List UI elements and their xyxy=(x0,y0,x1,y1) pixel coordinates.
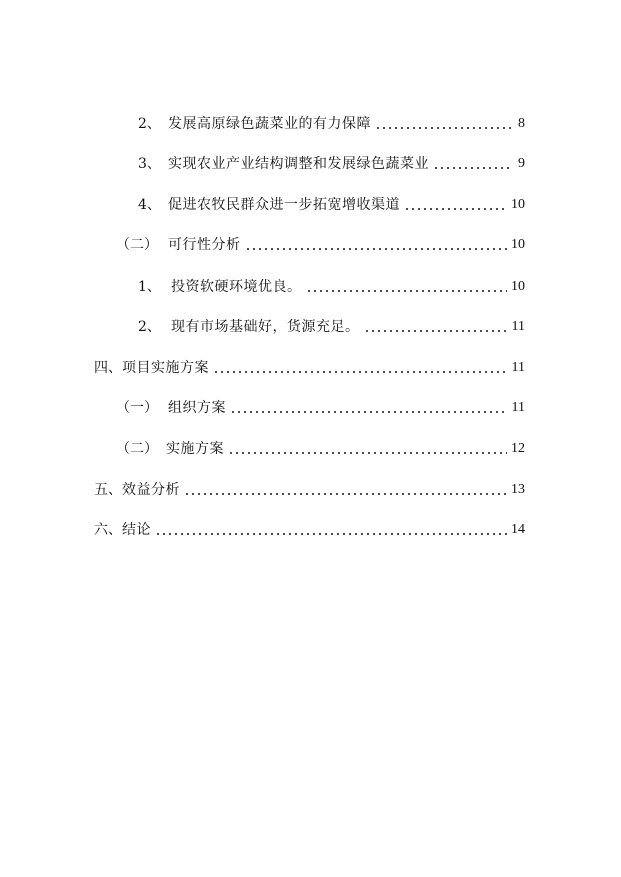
toc-entry-page-number: 13 xyxy=(511,482,525,497)
toc-entry-number: （二） xyxy=(116,237,158,253)
toc-entry[interactable] xyxy=(116,398,525,418)
toc-entry-title: 实现农业产业结构调整和发展绿色蔬菜业 xyxy=(168,156,429,172)
toc-entry-title: 项目实施方案 xyxy=(122,360,209,376)
toc-entry[interactable] xyxy=(138,195,525,215)
toc-entry[interactable] xyxy=(138,114,525,134)
toc-dot-leader xyxy=(375,127,511,129)
toc-entry[interactable] xyxy=(116,235,525,255)
toc-entry-number: 五、 xyxy=(94,482,122,498)
toc-entry-page-number: 12 xyxy=(511,441,525,456)
toc-dot-leader xyxy=(155,533,507,535)
toc-entry-page-number: 11 xyxy=(511,360,525,375)
toc-entry-number: 3、 xyxy=(138,156,161,172)
toc-entry-number: （一） xyxy=(116,400,158,416)
toc-entry-page-number: 8 xyxy=(518,116,525,131)
toc-entry[interactable] xyxy=(138,154,525,174)
toc-entry-title: 效益分析 xyxy=(122,482,180,498)
toc-entry-title: 发展高原绿色蔬菜业的有力保障 xyxy=(168,116,371,132)
toc-entry[interactable] xyxy=(94,480,525,500)
toc-entry-page-number: 10 xyxy=(511,197,525,212)
toc-entry-page-number: 10 xyxy=(511,279,525,294)
toc-entry-title: 组织方案 xyxy=(168,400,226,416)
toc-entry-page-number: 14 xyxy=(511,522,525,537)
toc-entry-number: 2、 xyxy=(138,116,161,132)
toc-dot-leader xyxy=(433,167,511,169)
toc-entry-title: 结论 xyxy=(122,522,151,538)
toc-entry-page-number: 11 xyxy=(511,319,525,334)
toc-entry-title: 可行性分析 xyxy=(168,237,241,253)
toc-dot-leader xyxy=(213,371,508,373)
toc-entry[interactable] xyxy=(138,317,525,337)
toc-entry-number: 六、 xyxy=(94,522,122,538)
toc-dot-leader xyxy=(245,248,508,250)
toc-entry-title: 现有市场基础好，货源充足。 xyxy=(171,319,360,335)
toc-entry-title: 实施方案 xyxy=(166,441,224,457)
toc-entry-number: 4、 xyxy=(138,197,161,213)
toc-entry[interactable] xyxy=(116,439,525,459)
toc-entry[interactable] xyxy=(94,358,525,378)
toc-dot-leader xyxy=(404,208,507,210)
toc-entry-number: 四、 xyxy=(94,360,122,376)
toc-entry[interactable] xyxy=(94,520,525,540)
toc-dot-leader xyxy=(228,452,507,454)
toc-entry[interactable] xyxy=(138,277,525,297)
toc-entry-page-number: 11 xyxy=(511,400,525,415)
toc-entry-number: 2、 xyxy=(138,319,161,335)
toc-entry-page-number: 9 xyxy=(518,156,525,171)
toc-dot-leader xyxy=(306,290,508,292)
toc-entry-page-number: 10 xyxy=(511,237,525,252)
toc-dot-leader xyxy=(184,493,507,495)
toc-entry-title: 促进农牧民群众进一步拓宽增收渠道 xyxy=(168,197,400,213)
toc-dot-leader xyxy=(230,411,508,413)
toc-dot-leader xyxy=(364,330,508,332)
toc-entry-number: 1、 xyxy=(138,279,161,295)
toc-entry-number: （二） xyxy=(116,441,158,457)
toc-entry-title: 投资软硬环境优良。 xyxy=(171,279,302,295)
